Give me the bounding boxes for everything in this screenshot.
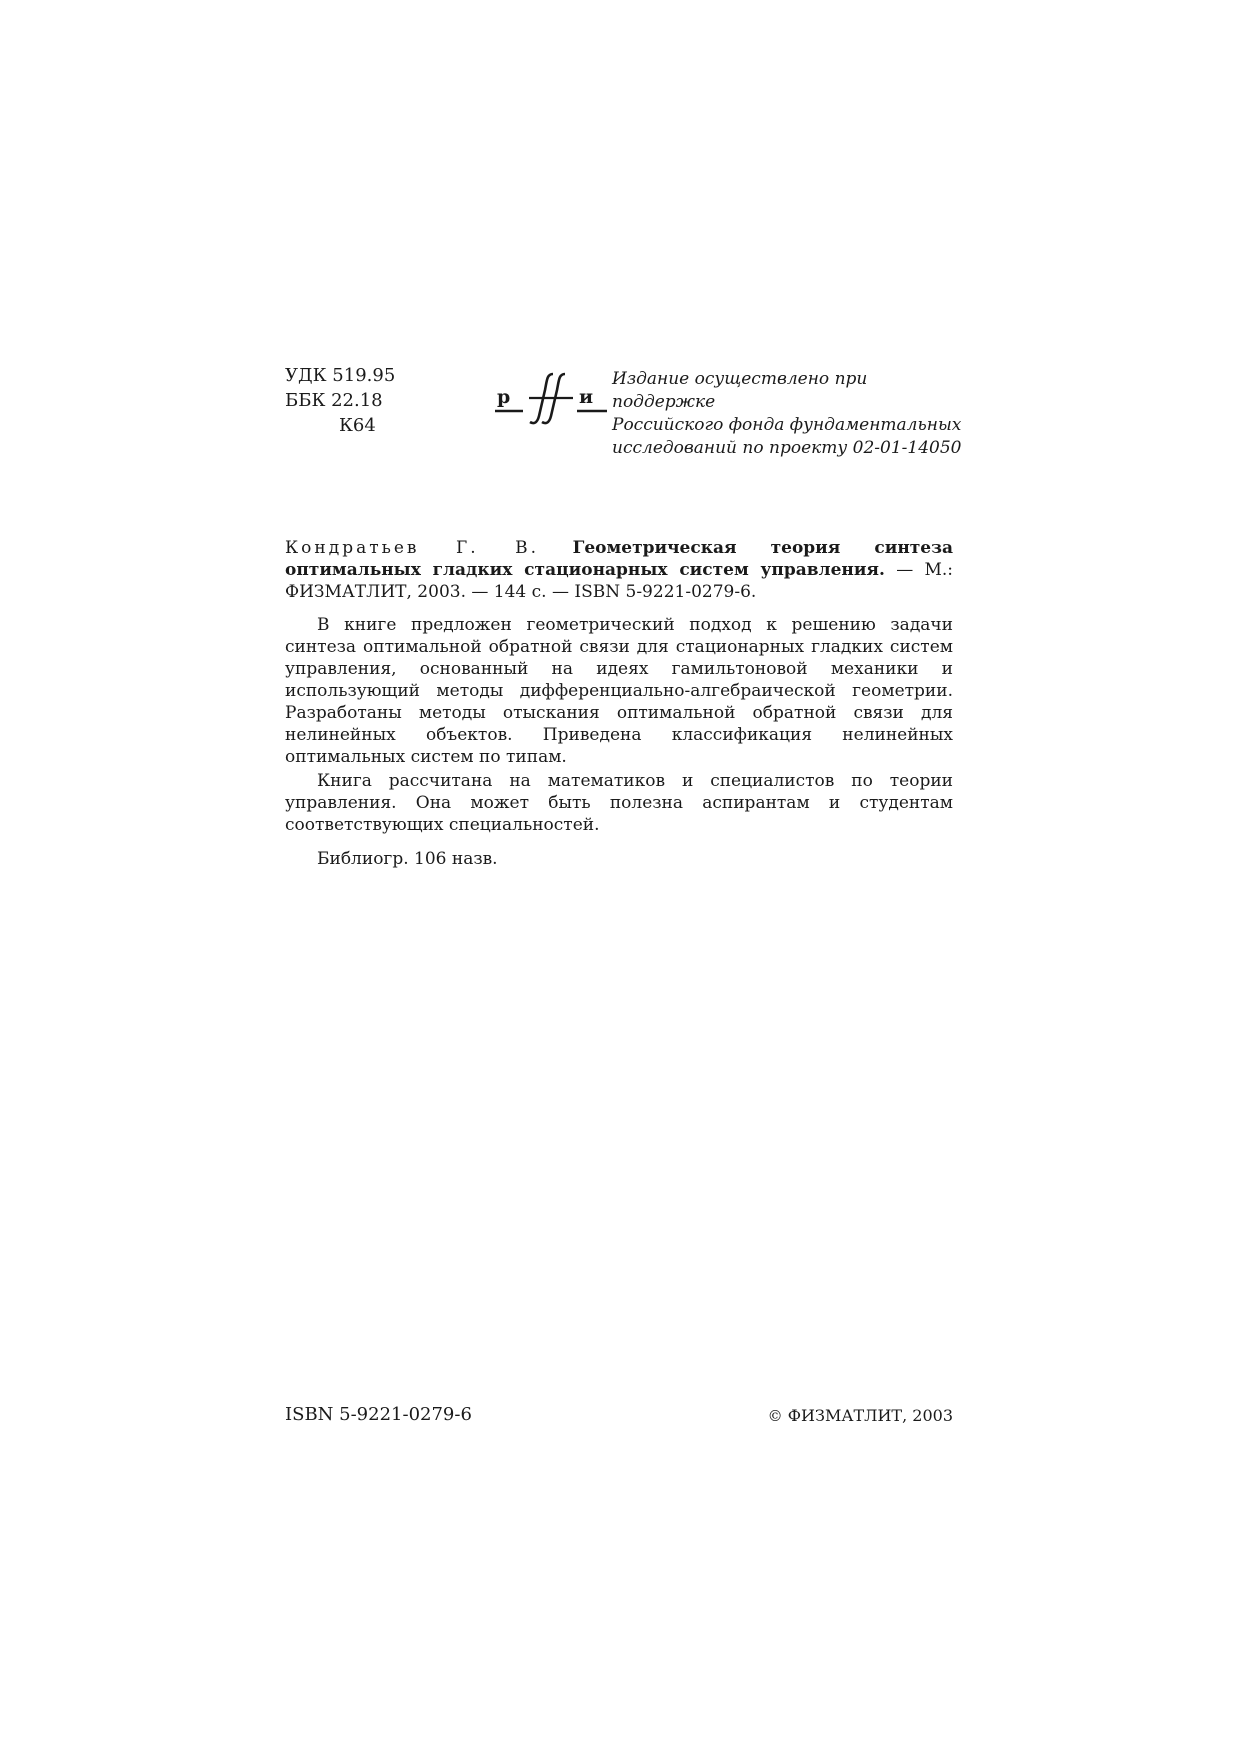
abstract-paragraph: Книга рассчитана на математиков и специалистов по теории управления. Она может быть полезна аспирантам и студентам соответствующих специальностей. bbox=[285, 771, 953, 835]
rffi-logo-icon bbox=[495, 368, 607, 428]
footer-isbn: ISBN 5-9221-0279-6 bbox=[285, 1404, 472, 1425]
bibliographic-entry bbox=[285, 537, 953, 603]
copyright-icon: © bbox=[767, 1407, 783, 1425]
book-title: Геометрическая теория синтеза оптимальных гладких стационарных систем управления. bbox=[285, 538, 953, 580]
classification-block bbox=[285, 363, 395, 438]
copyright-text: ФИЗМАТЛИТ, 2003 bbox=[787, 1406, 953, 1425]
author-name: Кондратьев Г. В. bbox=[285, 538, 540, 558]
udk-code: УДК 519.95 bbox=[285, 365, 396, 386]
logo-letter-r: р bbox=[497, 386, 511, 408]
support-note-line: Издание осуществлено при поддержке bbox=[612, 369, 868, 412]
support-note-line: исследований по проекту 02-01-14050 bbox=[612, 438, 962, 458]
author-mark: К64 bbox=[339, 415, 376, 436]
support-note-line: Российского фонда фундаментальных bbox=[612, 415, 962, 435]
imprint: — М.: ФИЗМАТЛИТ, 2003. — 144 с. — ISBN 5-9221-0279-6. bbox=[285, 560, 954, 602]
references-count: Библиогр. 106 назв. bbox=[317, 849, 498, 869]
abstract bbox=[285, 614, 953, 870]
logo-letter-i: и bbox=[579, 386, 594, 408]
abstract-paragraph: В книге предложен геометрический подход к решению задачи синтеза оптимальной обратной связи для стационарных гладких систем управления, основанный на идеях гамильтоновой механики и использующий методы дифференциально-алгебраической геометрии. Разработаны методы отыскания оптимальной обратной связи для нелинейных объектов. Приведена классификация нелинейных оптимальных систем по типам. bbox=[285, 615, 953, 767]
bbk-code: ББК 22.18 bbox=[285, 390, 383, 411]
footer-copyright bbox=[768, 1406, 953, 1425]
support-note bbox=[612, 368, 962, 460]
